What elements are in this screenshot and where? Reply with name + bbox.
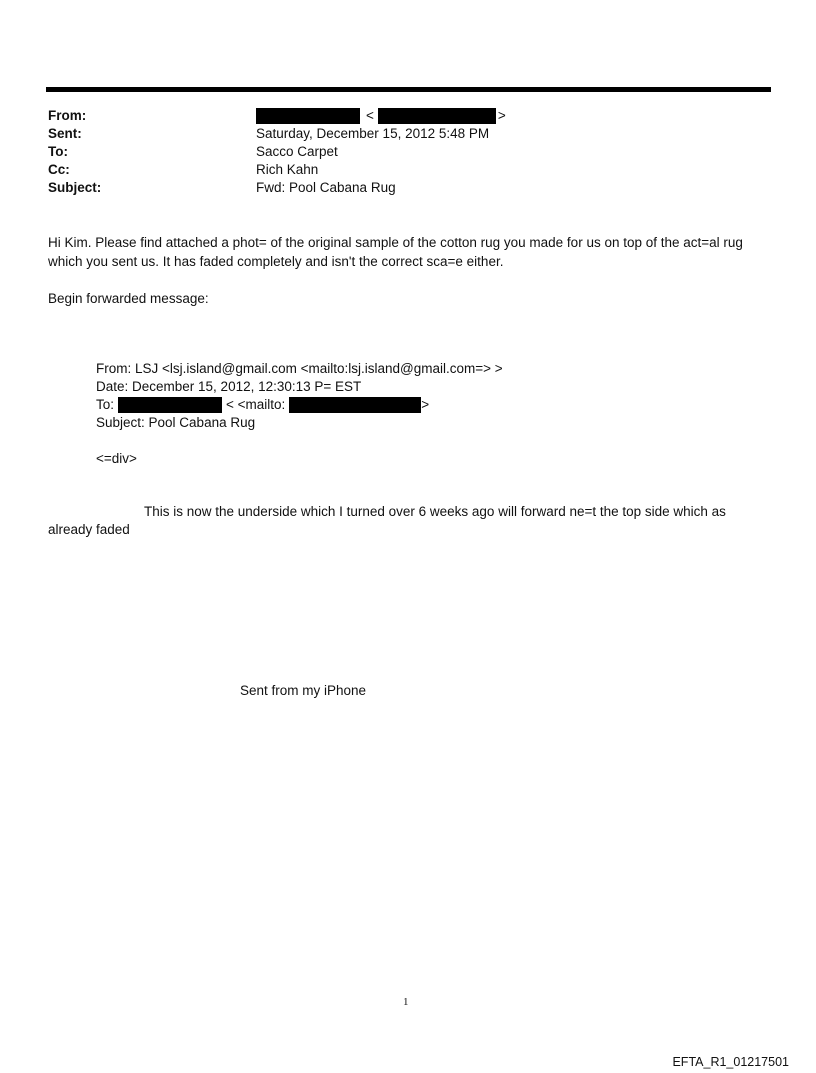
fwd-from-line: From: LSJ <lsj.island@gmail.com <mailto:lsj.island@gmail.com=> >: [96, 361, 503, 376]
fwd-subject-line: Subject: Pool Cabana Rug: [96, 415, 256, 430]
fwd-date-line: Date: December 15, 2012, 12:30:13 P= EST: [96, 379, 362, 394]
redaction-block: [256, 108, 360, 124]
header-rule: [46, 87, 771, 92]
forwarded-header: [96, 360, 503, 432]
from-row: [48, 107, 506, 125]
redaction-block: [289, 397, 421, 413]
subject-row: [48, 179, 506, 197]
to-label: To:: [48, 144, 68, 159]
email-header: [48, 107, 506, 197]
page-number: 1: [403, 996, 409, 1008]
fwd-to-prefix: To:: [96, 397, 115, 412]
redaction-block: [118, 397, 222, 413]
redaction-block: [378, 108, 496, 124]
subject-label: Subject:: [48, 180, 102, 195]
signature: Sent from my iPhone: [240, 683, 367, 698]
cc-row: [48, 161, 506, 179]
to-value: Sacco Carpet: [256, 144, 338, 159]
fwd-to-line: [96, 396, 503, 414]
from-value: [256, 107, 506, 125]
fwd-to-suffix: >: [421, 397, 430, 412]
body-paragraph: Hi Kim. Please find attached a phot= of the original sample of the cotton rug you made for us on top of the act=al rug which you sent us. It has faded completely and isn't the correct sca=e either.: [48, 235, 743, 269]
fwd-to-mailto: < <mailto:: [226, 397, 286, 412]
document-id: EFTA_R1_01217501: [672, 1055, 789, 1069]
cc-label: Cc:: [48, 162, 70, 177]
from-label: From:: [48, 108, 87, 123]
from-gt: >: [497, 108, 506, 123]
sent-row: [48, 125, 506, 143]
begin-forwarded-label: Begin forwarded message:: [48, 291, 209, 306]
sent-value: Saturday, December 15, 2012 5:48 PM: [256, 126, 490, 141]
to-row: [48, 143, 506, 161]
cc-value: Rich Kahn: [256, 162, 319, 177]
sent-label: Sent:: [48, 126, 82, 141]
from-lt: <: [366, 108, 374, 123]
forwarded-message: This is now the underside which I turned over 6 weeks ago will forward ne=t the top side which as already faded: [48, 504, 726, 537]
div-tag: <=div>: [96, 451, 137, 466]
subject-value: Fwd: Pool Cabana Rug: [256, 180, 396, 195]
